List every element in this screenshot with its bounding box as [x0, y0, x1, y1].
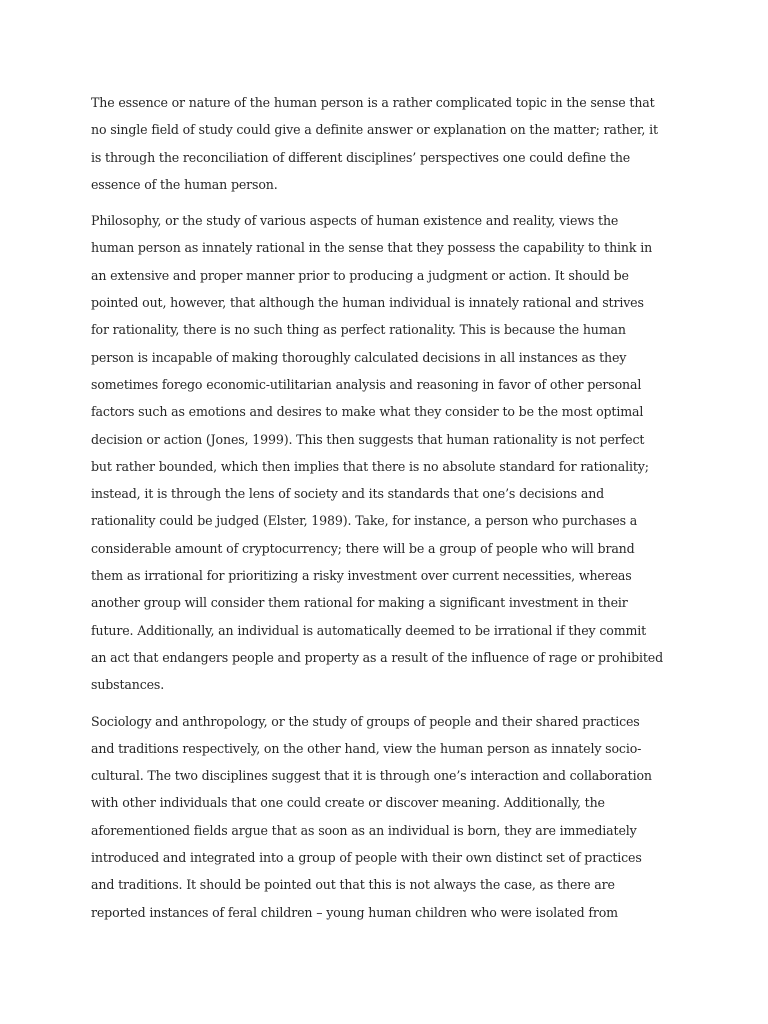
text-line: an extensive and proper manner prior to producing a judgment or action. It should be [91, 267, 629, 283]
text-line: an act that endangers people and property as a result of the influence of rage or prohibited [91, 649, 664, 665]
text-line: instead, it is through the lens of society and its standards that one’s decisions and [91, 486, 605, 502]
text-line: aforementioned fields argue that as soon as an individual is born, they are immediately [91, 822, 637, 838]
text-line: human person as innately rational in the sense that they possess the capability to think in [91, 240, 653, 256]
document-body [91, 89, 681, 935]
text-line: rationality could be judged (Elster, 1989). Take, for instance, a person who purchases a [91, 513, 638, 529]
text-line: and traditions respectively, on the other hand, view the human person as innately socio- [91, 740, 642, 756]
text-line: sometimes forego economic-utilitarian analysis and reasoning in favor of other personal [91, 376, 642, 392]
text-line: with other individuals that one could create or discover meaning. Additionally, the [91, 795, 605, 811]
paragraph-1 [91, 89, 681, 198]
text-line: and traditions. It should be pointed out that this is not always the case, as there are [91, 877, 615, 893]
text-line: The essence or nature of the human person is a rather complicated topic in the sense that [91, 95, 655, 110]
text-line: introduced and integrated into a group of people with their own distinct set of practices [91, 850, 642, 866]
text-line: reported instances of feral children – young human children who were isolated from [91, 904, 618, 920]
text-line: decision or action (Jones, 1999). This then suggests that human rationality is not perfect [91, 431, 645, 447]
text-line: pointed out, however, that although the human individual is innately rational and strives [91, 295, 644, 311]
text-line: no single field of study could give a definite answer or explanation on the matter; rather, it [91, 122, 658, 138]
text-line: Philosophy, or the study of various aspects of human existence and reality, views the [91, 213, 619, 229]
text-line: future. Additionally, an individual is automatically deemed to be irrational if they commit [91, 622, 647, 638]
text-line: considerable amount of cryptocurrency; there will be a group of people who will brand [91, 540, 635, 556]
text-line: but rather bounded, which then implies that there is no absolute standard for rationality; [91, 458, 649, 474]
text-line: Sociology and anthropology, or the study of groups of people and their shared practices [91, 713, 640, 729]
text-line: essence of the human person. [91, 176, 278, 192]
text-line: is through the reconciliation of different disciplines’ perspectives one could define the [91, 149, 631, 165]
text-line: another group will consider them rational for making a significant investment in their [91, 595, 628, 611]
paragraph-3 [91, 708, 681, 926]
paragraph-2 [91, 207, 681, 698]
text-line: cultural. The two disciplines suggest that it is through one’s interaction and collaboration [91, 768, 652, 784]
text-line: substances. [91, 677, 165, 693]
text-line: person is incapable of making thoroughly calculated decisions in all instances as they [91, 349, 627, 365]
text-line: factors such as emotions and desires to make what they consider to be the most optimal [91, 404, 644, 420]
text-line: for rationality, there is no such thing as perfect rationality. This is because the human [91, 322, 626, 338]
text-line: them as irrational for prioritizing a risky investment over current necessities, whereas [91, 568, 632, 584]
